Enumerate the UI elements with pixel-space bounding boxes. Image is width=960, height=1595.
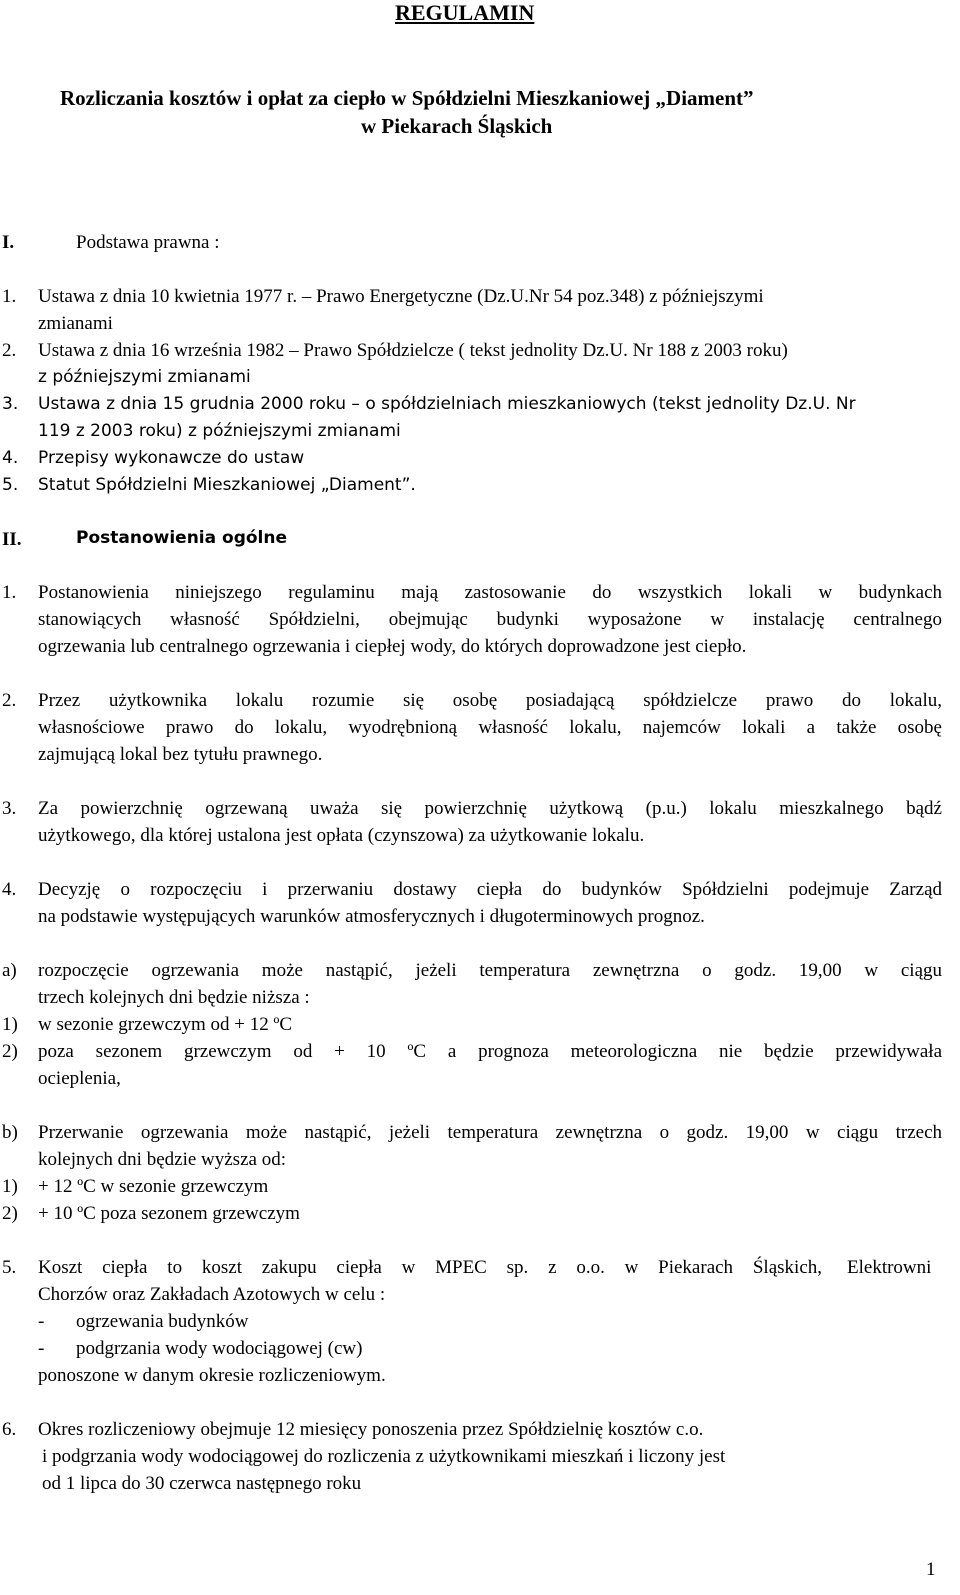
law-item-3-line-2: 119 z 2003 roku) z późniejszymi zmianami <box>38 421 401 441</box>
paragraph-5-line-1-end: Elektrowni <box>847 1257 932 1278</box>
paragraph-2-line-2: własnościowe prawo do lokalu, wyodrębnioną własność lokalu, najemców lokali a także osobę <box>38 717 942 738</box>
item-b2-label: 2) <box>2 1203 18 1224</box>
item-b1-label: 1) <box>2 1176 18 1197</box>
subtitle-line-2: w Piekarach Śląskich <box>361 114 553 138</box>
law-item-2-number: 2. <box>2 340 17 361</box>
page-number: 1 <box>926 1559 936 1580</box>
section-1-number: I. <box>2 232 15 253</box>
paragraph-1-line-2: stanowiących własność Spółdzielni, obejmując budynki wyposażone w instalację centralnego <box>38 609 942 630</box>
law-item-4-number: 4. <box>2 448 19 468</box>
item-b-line-1: Przerwanie ogrzewania może nastąpić, jeżeli temperatura zewnętrzna o godz. 19,00 w ciągu trzech <box>38 1122 942 1143</box>
paragraph-2-line-1: Przez użytkownika lokalu rozumie się osobę posiadającą spółdzielcze prawo do lokalu, <box>38 690 942 711</box>
paragraph-6-number: 6. <box>2 1419 17 1440</box>
dash-item-2: podgrzania wody wodociągowej (cw) <box>76 1338 363 1359</box>
dash-item-1: ogrzewania budynków <box>76 1311 249 1332</box>
item-a-line-2: trzech kolejnych dni będzie niższa : <box>38 987 310 1008</box>
dash-bullet-1: - <box>38 1311 45 1332</box>
paragraph-3-number: 3. <box>2 798 17 819</box>
paragraph-2-number: 2. <box>2 690 17 711</box>
section-1-heading: Podstawa prawna : <box>76 232 220 253</box>
document-title: REGULAMIN <box>395 0 535 25</box>
law-item-2-line-2: z późniejszymi zmianami <box>38 367 251 387</box>
paragraph-1-number: 1. <box>2 582 17 603</box>
paragraph-2-line-3: zajmującą lokal bez tytułu prawnego. <box>38 744 323 765</box>
paragraph-5-number: 5. <box>2 1257 17 1278</box>
paragraph-6-line-2: i podgrzania wody wodociągowej do rozliczenia z użytkownikami mieszkań i liczony jest <box>42 1446 726 1467</box>
paragraph-4-line-2: na podstawie występujących warunków atmosferycznych i długoterminowych prognoz. <box>38 906 705 927</box>
item-a2-label: 2) <box>2 1041 18 1062</box>
dash-bullet-2: - <box>38 1338 45 1359</box>
paragraph-5-last-line: ponoszone w danym okresie rozliczeniowym. <box>38 1365 386 1386</box>
section-2-heading: Postanowienia ogólne <box>76 528 288 548</box>
paragraph-1-line-1: Postanowienia niniejszego regulaminu mają zastosowanie do wszystkich lokali w budynkach <box>38 582 942 603</box>
paragraph-5-line-2: Chorzów oraz Zakładach Azotowych w celu : <box>38 1284 386 1305</box>
paragraph-3-line-2: użytkowego, dla której ustalona jest opłata (czynszowa) za użytkowanie lokalu. <box>38 825 645 846</box>
paragraph-4-line-1: Decyzję o rozpoczęciu i przerwaniu dostawy ciepła do budynków Spółdzielni podejmuje Zarząd <box>38 879 942 900</box>
item-a1-label: 1) <box>2 1014 18 1035</box>
law-item-2-line-1: Ustawa z dnia 16 września 1982 – Prawo Spółdzielcze ( tekst jednolity Dz.U. Nr 188 z 2003 roku) <box>38 340 788 361</box>
law-item-4-line-1: Przepisy wykonawcze do ustaw <box>38 448 305 468</box>
paragraph-1-line-3: ogrzewania lub centralnego ogrzewania i ciepłej wody, do których doprowadzone jest ciepło. <box>38 636 747 657</box>
section-2-number: II. <box>2 529 22 550</box>
paragraph-6-line-1: Okres rozliczeniowy obejmuje 12 miesięcy ponoszenia przez Spółdzielnię kosztów c.o. <box>38 1419 704 1440</box>
law-item-1-number: 1. <box>2 286 17 307</box>
item-a-label: a) <box>2 960 17 981</box>
law-item-3-number: 3. <box>2 394 19 414</box>
subtitle-line-1: Rozliczania kosztów i opłat za ciepło w Spółdzielni Mieszkaniowej „Diament” <box>60 86 754 110</box>
paragraph-3-line-1: Za powierzchnię ogrzewaną uważa się powierzchnię użytkową (p.u.) lokalu mieszkalnego bądź <box>38 798 942 819</box>
item-a-line-1: rozpoczęcie ogrzewania może nastąpić, jeżeli temperatura zewnętrzna o godz. 19,00 w ciągu <box>38 960 942 981</box>
law-item-1-line-1: Ustawa z dnia 10 kwietnia 1977 r. – Prawo Energetyczne (Dz.U.Nr 54 poz.348) z późniejszymi <box>38 286 764 307</box>
law-item-5-line-1: Statut Spółdzielni Mieszkaniowej „Diament”. <box>38 475 416 495</box>
item-b2-text: + 10 ºC poza sezonem grzewczym <box>38 1203 300 1224</box>
item-b-line-2: kolejnych dni będzie wyższa od: <box>38 1149 286 1170</box>
item-a2-line-2: ocieplenia, <box>38 1068 121 1089</box>
item-a2-line-1: poza sezonem grzewczym od + 10 ºC a prognoza meteorologiczna nie będzie przewidywała <box>38 1041 942 1062</box>
paragraph-5-line-1: Koszt ciepła to koszt zakupu ciepła w MPEC sp. z o.o. w Piekarach Śląskich, <box>38 1257 822 1278</box>
item-b1-text: + 12 ºC w sezonie grzewczym <box>38 1176 269 1197</box>
paragraph-6-line-3: od 1 lipca do 30 czerwca następnego roku <box>42 1473 362 1494</box>
item-b-label: b) <box>2 1122 18 1143</box>
law-item-5-number: 5. <box>2 475 19 495</box>
law-item-1-line-2: zmianami <box>38 313 113 334</box>
paragraph-4-number: 4. <box>2 879 17 900</box>
item-a1-text: w sezonie grzewczym od + 12 ºC <box>38 1014 293 1035</box>
law-item-3-line-1: Ustawa z dnia 15 grudnia 2000 roku – o spółdzielniach mieszkaniowych (tekst jednolity Dz.U. Nr <box>38 394 856 414</box>
